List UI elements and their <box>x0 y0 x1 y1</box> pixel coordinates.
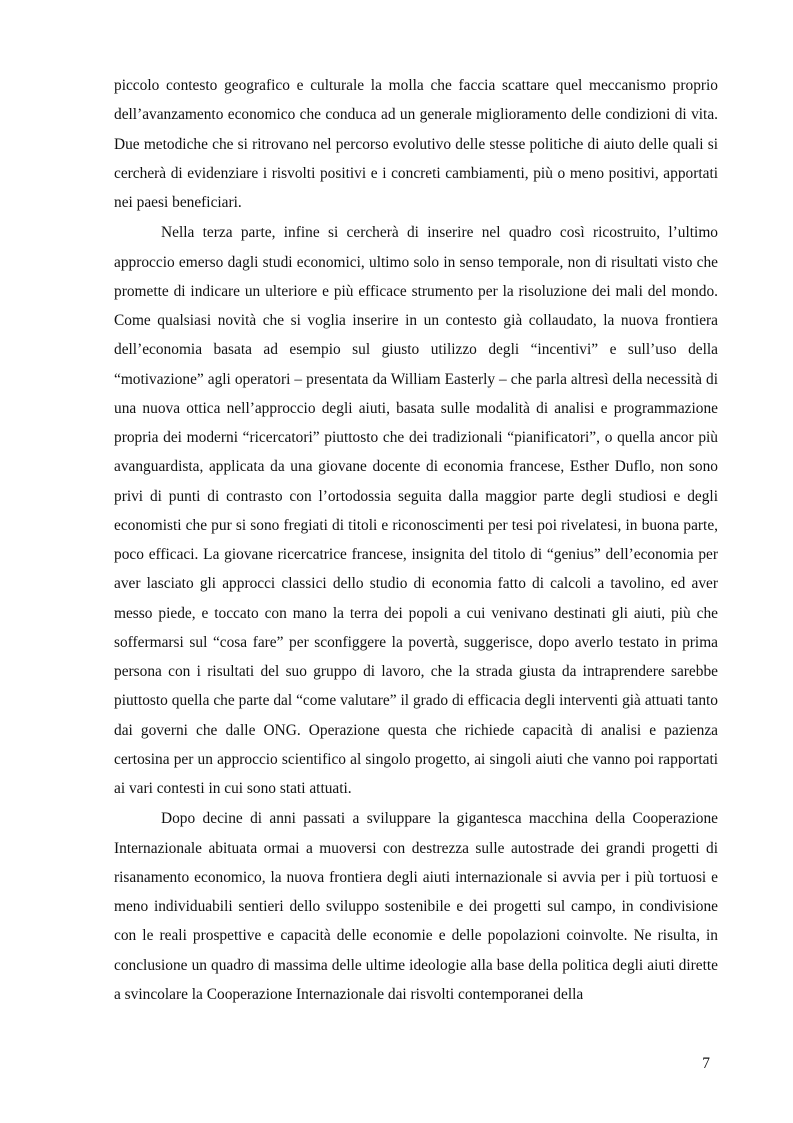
paragraph-third-part: Nella terza parte, infine si cercherà di inserire nel quadro così ricostruito, l’ultimo approccio emerso dagli studi economici, ultimo solo in senso temporale, non di risultati visto che promette di indicare un ulteriore e più efficace strumento per la risoluzione dei mali del mondo. Come qualsiasi novità che si voglia inserire in un contesto già collaudato, la nuova frontiera dell’economia basata ad esempio sul giusto utilizzo degli “incentivi” e sull’uso della “motivazione” agli operatori – presentata da William Easterly – che parla altresì della necessità di una nuova ottica nell’approccio degli aiuti, basata sulle modalità di analisi e programmazione propria dei moderni “ricercatori” piuttosto che dei tradizionali “pianificatori”, o quella ancor più avanguardista, applicata da una giovane docente di economia francese, Esther Duflo, non sono privi di punti di contrasto con l’ortodossia seguita dalla maggior parte degli studiosi e degli economisti che pur si sono fregiati di titoli e riconoscimenti per tesi poi rivelatesi, in buona parte, poco efficaci. La giovane ricercatrice francese, insignita del titolo di “genius” dell’economia per aver lasciato gli approcci classici dello studio di economia fatto di calcoli a tavolino, ed aver messo piede, e toccato con mano la terra dei popoli a cui venivano destinati gli aiuti, più che soffermarsi sul “cosa fare” per sconfiggere la povertà, suggerisce, dopo averlo testato in prima persona con i risultati del suo gruppo di lavoro, che la strada giusta da intraprendere sarebbe piuttosto quella che parte dal “come valutare” il grado di efficacia degli interventi già attuati tanto dai governi che dalle ONG. Operazione questa che richiede capacità di analisi e pazienza certosina per un approccio scientifico al singolo progetto, ai singoli aiuti che vanno poi rapportati ai vari contesti in cui sono stati attuati. <box>114 224 718 797</box>
body-text <box>114 71 718 1009</box>
paragraph-cooperation: Dopo decine di anni passati a sviluppare la gigantesca macchina della Cooperazione Internazionale abituata ormai a muoversi con destrezza sulle autostrade dei grandi progetti di risanamento economico, la nuova frontiera degli aiuti internazionale si avvia per i più tortuosi e meno individuabili sentieri dello sviluppo sostenibile e dei progetti sul campo, in condivisione con le reali prospettive e capacità delle economie e delle popolazioni coinvolte. Ne risulta, in conclusione un quadro di massima delle ultime ideologie alla base della politica degli aiuti dirette a svincolare la Cooperazione Internazionale dai risvolti contemporanei della <box>114 810 718 1003</box>
page-number: 7 <box>702 1055 710 1072</box>
paragraph-continued: piccolo contesto geografico e culturale la molla che faccia scattare quel meccanismo proprio dell’avanzamento economico che conduca ad un generale miglioramento delle condizioni di vita. Due metodiche che si ritrovano nel percorso evolutivo delle stesse politiche di aiuto delle quali si cercherà di evidenziare i risvolti positivi e i concreti cambiamenti, più o meno positivi, apportati nei paesi beneficiari. <box>114 77 718 211</box>
